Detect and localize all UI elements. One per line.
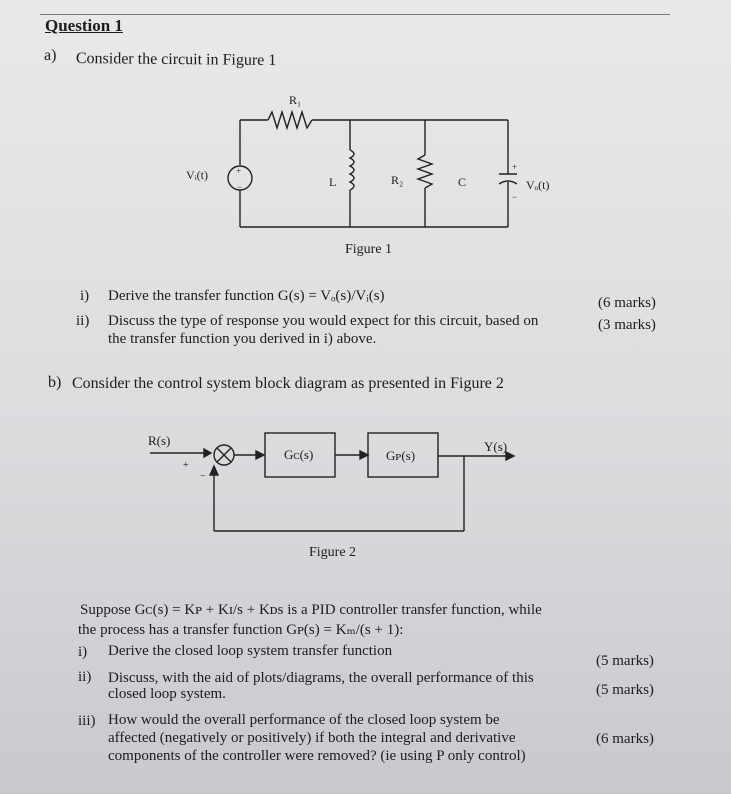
part-a-intro: Consider the circuit in Figure 1 bbox=[75, 50, 277, 70]
vo-label: Vₒ(t) bbox=[526, 178, 550, 192]
vi-label: Vᵢ(t) bbox=[186, 168, 208, 182]
part-a-item-2-text: Discuss the type of response you would expect for this circuit, based on bbox=[108, 313, 539, 329]
part-b-item-1-text: Derive the closed loop system transfer function bbox=[108, 643, 393, 659]
part-b-item-3-text-cont: affected (negatively or positively) if both the integral and derivative bbox=[108, 730, 516, 746]
sum-minus-sign: − bbox=[200, 471, 206, 482]
part-a-item-2-num: ii) bbox=[76, 313, 90, 329]
part-b-item-2-num: ii) bbox=[78, 669, 92, 685]
svg-text:+: + bbox=[512, 162, 518, 172]
sum-plus-sign: + bbox=[183, 460, 189, 471]
rs-label: R(s) bbox=[148, 433, 171, 448]
svg-text:−: − bbox=[237, 182, 243, 192]
svg-text:+: + bbox=[236, 166, 242, 176]
part-b-item-3-num: iii) bbox=[78, 713, 96, 729]
part-b-item-2-marks: (5 marks) bbox=[596, 682, 654, 698]
part-b-item-3-text: How would the overall performance of the closed loop system be bbox=[108, 712, 500, 728]
part-a-item-1-num: i) bbox=[80, 288, 90, 304]
ys-label: Y(s) bbox=[484, 439, 508, 454]
question-title: Question 1 bbox=[45, 16, 123, 35]
part-a-item-2-marks: (3 marks) bbox=[598, 317, 656, 333]
capacitor-label: C bbox=[458, 175, 467, 189]
part-a-label: a) bbox=[44, 47, 57, 64]
part-b-item-2-text-cont: closed loop system. bbox=[108, 686, 226, 702]
part-b-intro: Consider the control system block diagram as presented in Figure 2 bbox=[72, 375, 504, 392]
part-b-item-1-marks: (5 marks) bbox=[596, 653, 654, 669]
part-b-item-1-num: i) bbox=[78, 644, 88, 660]
part-a-item-1-marks: (6 marks) bbox=[598, 295, 656, 311]
figure-1-caption: Figure 1 bbox=[345, 242, 393, 257]
part-b-item-3-marks: (6 marks) bbox=[596, 731, 654, 747]
part-b-prompt-line-1: Suppose Gᴄ(s) = Kᴘ + Kɪ/s + Kᴅs is a PID controller transfer function, while bbox=[80, 602, 542, 618]
part-b-prompt-line-2: the process has a transfer function Gᴘ(s) = Kₘ/(s + 1): bbox=[78, 622, 404, 638]
r1-label: R₁ bbox=[289, 93, 302, 107]
part-a-item-1-text: Derive the transfer function G(s) = Vₒ(s)/Vᵢ(s) bbox=[108, 288, 385, 304]
inductor-label: L bbox=[329, 175, 337, 189]
part-b-label: b) bbox=[48, 374, 62, 391]
part-b-item-2-text: Discuss, with the aid of plots/diagrams, the overall performance of this bbox=[108, 670, 534, 686]
gp-label: Gᴘ(s) bbox=[386, 448, 416, 463]
part-a-item-2-text-cont: the transfer function you derived in i) above. bbox=[108, 331, 377, 347]
r2-label: R₂ bbox=[391, 173, 404, 187]
svg-text:−: − bbox=[512, 192, 518, 202]
gc-label: Gᴄ(s) bbox=[284, 447, 314, 462]
figure-2-caption: Figure 2 bbox=[309, 545, 357, 560]
part-b-item-3-text-cont-2: components of the controller were removed? (ie using P only control) bbox=[108, 748, 526, 764]
